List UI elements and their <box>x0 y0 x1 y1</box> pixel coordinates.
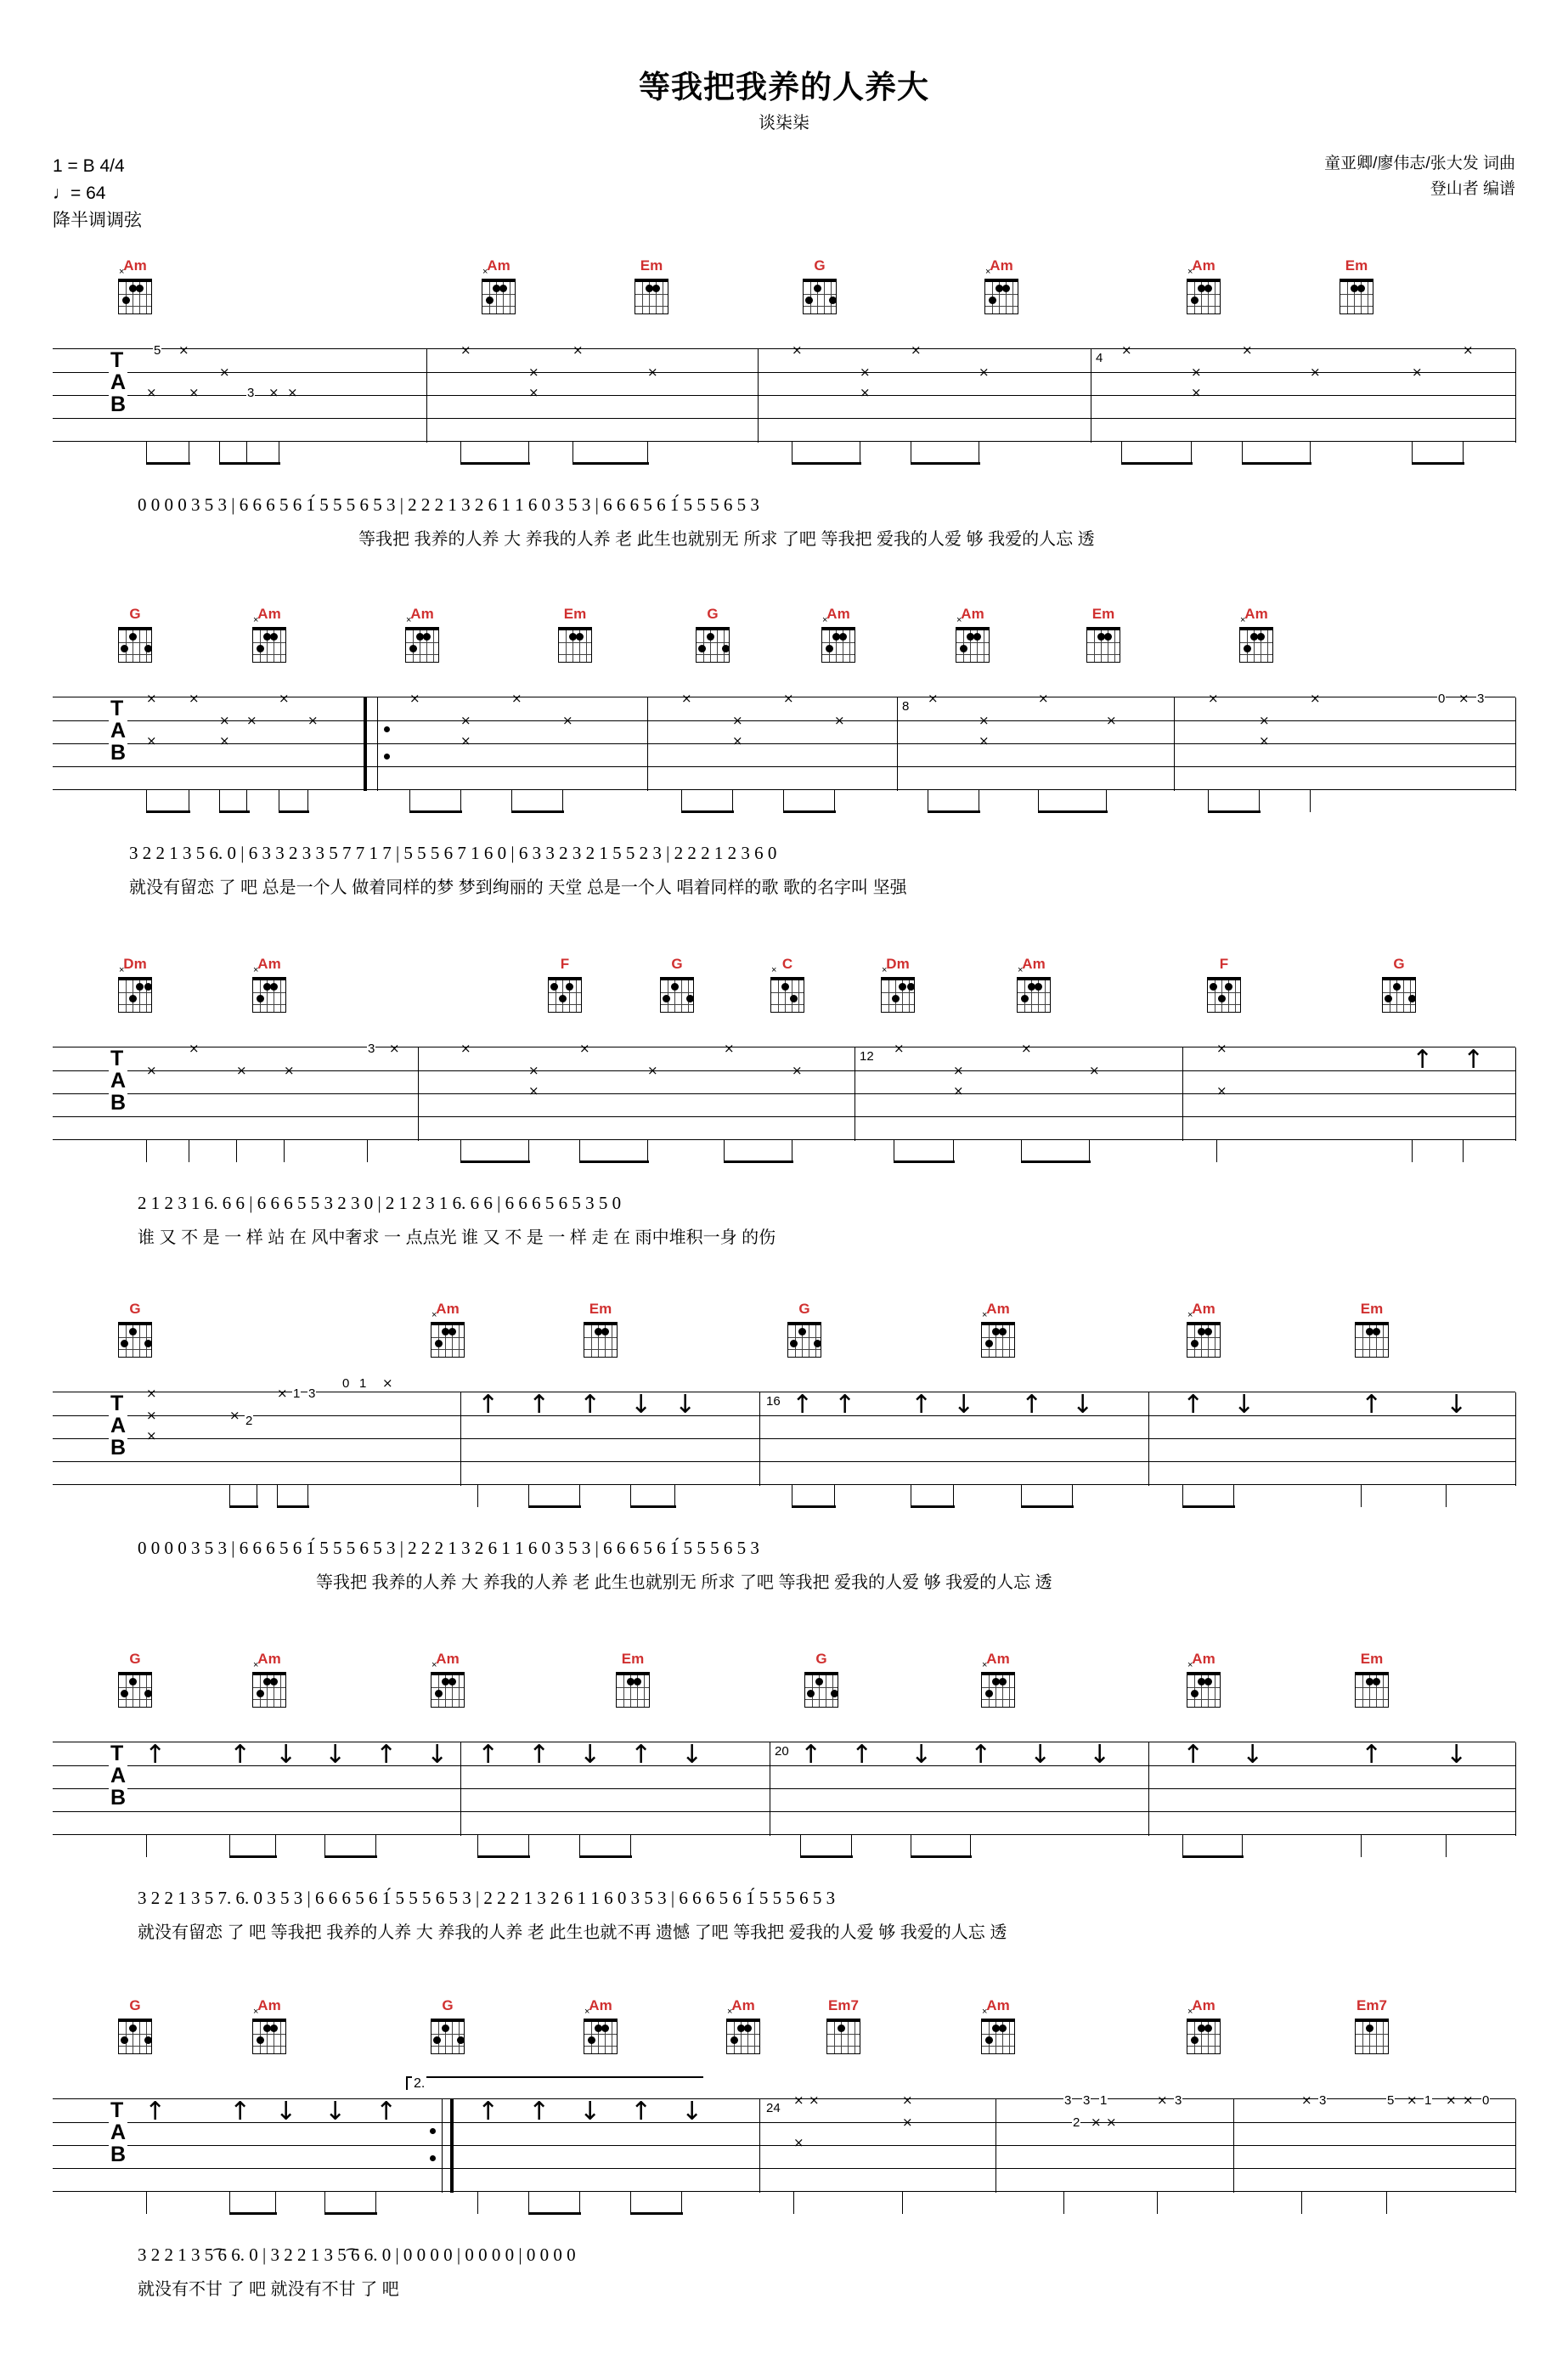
strum-up-arrow: ↑ <box>1182 1390 1204 1420</box>
mute-x: × <box>382 1375 393 1391</box>
strum-up-arrow: ↑ <box>528 1390 550 1420</box>
strum-up-arrow: ↑ <box>528 2097 550 2126</box>
mute-x: × <box>1412 364 1423 380</box>
tab-clef: T A B <box>110 2098 127 2166</box>
rhythm-stems <box>53 1485 1515 1524</box>
notation-text: 0 0 0 0 3 5 3 | 6 6 6 5 6 1́ 5 5 5 6 5 3 | 2 2 2 1 3 2 6 1 1 6 0 3 5 3 | 6 6 6 5 6 1́ 5 5 5 6 5 3 <box>138 494 759 515</box>
mute-x: × <box>1310 691 1321 706</box>
fret-number: 3 <box>308 1386 316 1401</box>
mute-x: × <box>146 691 157 706</box>
mute-x: × <box>793 2135 804 2150</box>
rhythm-stems <box>53 442 1515 481</box>
chord-name: Em7 <box>1356 1997 1387 2013</box>
fret-number: 1 <box>293 1386 301 1401</box>
tab-staff <box>53 691 1515 790</box>
mute-x: × <box>1216 1083 1227 1098</box>
strum-down-arrow: ↓ <box>579 2097 601 2126</box>
mute-x: × <box>528 385 539 400</box>
mute-x: × <box>902 2115 913 2130</box>
strum-up-arrow: ↑ <box>477 1740 499 1770</box>
artist-name: 谈柒柒 <box>759 114 809 133</box>
notation-text: 3 2 2 1 3 5͡ 6 6. 0 | 3 2 2 1 3 5͡ 6 6. 0 | 0 0 0 0 | 0 0 0 0 | 0 0 0 0 <box>138 2245 576 2265</box>
strum-up-arrow: ↑ <box>477 1390 499 1420</box>
chord-name: Em <box>589 1301 612 1317</box>
chord-name: G <box>671 956 683 972</box>
lyric-text: 就没有留恋 了 吧 等我把 我养的人养 大 养我的人养 老 此生也就不再 遗憾 了吧 等我把 爱我的人爱 够 我爱的人忘 透 <box>138 1923 1007 1942</box>
mute-x: × <box>1191 385 1202 400</box>
mute-x: × <box>528 364 539 380</box>
strum-up-arrow: ↑ <box>792 1390 814 1420</box>
lyric-row <box>53 873 1515 897</box>
mute-x: × <box>681 691 692 706</box>
credit-arranger: 登山者 编谱 <box>1430 180 1515 198</box>
mute-x: × <box>732 733 743 748</box>
fret-number: 3 <box>1319 2093 1327 2108</box>
rhythm-stems <box>53 790 1515 829</box>
tuning-note: 降半调调弦 <box>53 211 142 230</box>
chord-name: G <box>129 1301 141 1317</box>
mute-x: × <box>1446 2092 1457 2108</box>
mute-x: × <box>809 2092 820 2108</box>
mute-x: × <box>236 1063 247 1078</box>
mute-x: × <box>1191 364 1202 380</box>
chord-name: Am <box>1022 956 1046 972</box>
fret-number: 3 <box>1064 2093 1072 2108</box>
measure-number: 20 <box>775 1744 789 1759</box>
strum-up-arrow: ↑ <box>834 1390 856 1420</box>
lyric-row <box>53 2275 1515 2299</box>
fret-number: 2 <box>245 1414 253 1428</box>
mute-x: × <box>572 342 584 358</box>
chord-name: G <box>442 1997 454 2013</box>
strum-down-arrow: ↓ <box>1233 1390 1255 1420</box>
number-notation-row <box>53 1888 1515 1913</box>
strum-down-arrow: ↓ <box>324 1740 347 1770</box>
mute-x: × <box>460 713 471 728</box>
mute-x: × <box>979 713 990 728</box>
measure-number: 8 <box>902 699 910 714</box>
chord-name: Am <box>257 1997 281 2013</box>
mute-x: × <box>894 1041 905 1056</box>
chord-name: G <box>798 1301 810 1317</box>
lyric-text: 谁 又 不 是 一 样 站 在 风中奢求 一 点点光 谁 又 不 是 一 样 走 在 雨中堆积一身 的伤 <box>138 1228 776 1247</box>
mute-x: × <box>1038 691 1049 706</box>
mute-x: × <box>834 713 845 728</box>
strum-up-arrow: ↑ <box>229 1740 251 1770</box>
mute-x: × <box>793 2092 804 2108</box>
mute-x: × <box>647 364 658 380</box>
mute-x: × <box>783 691 794 706</box>
mute-x: × <box>1021 1041 1032 1056</box>
mute-x: × <box>953 1083 964 1098</box>
lyric-text: 就没有留恋 了 吧 总是一个人 做着同样的梦 梦到绚丽的 天堂 总是一个人 唱着同样的歌 歌的名字叫 坚强 <box>129 878 907 897</box>
number-notation-row <box>53 2245 1515 2270</box>
mute-x: × <box>219 364 230 380</box>
chord-name: Am <box>961 606 984 622</box>
mute-x: × <box>307 713 319 728</box>
mute-x: × <box>528 1083 539 1098</box>
mute-x: × <box>732 713 743 728</box>
tab-clef: T A B <box>110 1742 127 1810</box>
chord-name: Am <box>487 257 510 274</box>
mute-x: × <box>911 342 922 358</box>
chord-name: Em <box>1360 1651 1384 1667</box>
tab-staff <box>53 342 1515 442</box>
lyric-row <box>53 1918 1515 1942</box>
mute-x: × <box>1259 733 1270 748</box>
mute-x: × <box>146 1408 157 1423</box>
notation-text: 3 2 2 1 3 5 7. 6. 0 3 5 3 | 6 6 6 5 6 1́ 5 5 5 6 5 3 | 2 2 2 1 3 2 6 1 1 6 0 3 5 3 | 6 6 6 5 6 1́ 5 5 5 6 5 3 <box>138 1888 836 1908</box>
chord-name: Am <box>986 1651 1010 1667</box>
strum-down-arrow: ↓ <box>275 2097 297 2126</box>
sheet-music-page: 等我把我养的人养大 谈柒柒 1 = B 4/4 ♩= 64 降半调调弦 童亚卿/廖伟志/张大发 词曲 登山者 编谱 Am × Am × Em G Am × Am × Em T A B 4 5 × × 3 × × × × × × × × × × × × × × × × × × × × × 0 0 0 0 3 5 3 | 6 6 6 5 6 1́ 5 5 5 6 5 3 | 2 2 2 1 3 2 6 1 1 6 0 3 5 3 | 6 6 6 5 6 1́ 5 5 5 6 5 3 等我把 我养的人养 大 养我的人养 老 此生也就别无 所求 了吧 等我把 爱我的人爱 够 我爱的人忘 透 G Am × Am × Em G Am × Am × Em Am × T A B 8 × × × × × × × × × × × × × × × × × × × × × × × × × × 0 × 3 × 3 2 2 1 3 5 6. 0 | 6 3 3 2 3 3 5 7 7 1 7 | 5 5 5 6 7 1 6 0 | 6 3 3 2 3 2 1 5 5 2 3 | 2 2 2 1 2 3 6 0 就没有留恋 了 吧 总是一个人 做着同样的梦 梦到绚丽的 天堂 总是一个人 唱着同样的歌 歌的名字叫 坚强 Dm × Am × F G C × Dm × Am × F G T A B 12 × × × × 3 × × × × × × × × × × × × × × × ↑ ↑ 2 1 2 3 1 6. 6 6 | 6 6 6 5 5 3 2 3 0 | 2 1 2 3 1 6. 6 6 | 6 6 6 5 6 5 3 5 0 谁 又 不 是 一 样 站 在 风中奢求 一 点点光 谁 又 不 是 一 样 走 在 雨中堆积一身 的伤 G Am × Em G Am × Am × Em T A B 16 × × × × 2 × 1 3 0 1 × ↑ ↑ ↑ ↓ ↓ ↑ ↑ ↑ ↓ ↑ ↓ ↑ ↓ ↑ ↓ 0 0 0 0 3 5 3 | 6 6 6 5 6 1́ 5 5 5 6 5 3 | 2 2 2 1 3 2 6 1 1 6 0 3 5 3 | 6 6 6 5 6 1́ 5 5 5 6 5 3 等我把 我养的人养 大 养我的人养 老 此生也就别无 所求 了吧 等我把 爱我的人爱 够 我爱的人忘 透 G Am × Am × Em G Am × Am × Em T A B 20 ↑ ↑ ↓ ↓ ↑ ↓ ↑ ↑ ↓ ↑ ↓ ↑ ↑ ↓ ↑ ↓ ↓ ↑ ↓ ↑ ↓ 3 2 2 1 3 5 7. 6. 0 3 5 3 | 6 6 6 5 6 1́ 5 5 5 6 5 3 | 2 2 2 1 3 2 6 1 1 6 0 3 5 3 | 6 6 6 5 6 1́ 5 5 5 6 5 3 就没有留恋 了 吧 等我把 我养的人养 大 养我的人养 老 此生也就不再 遗憾 了吧 等我把 爱我的人爱 够 我爱的人忘 透 G Am × G Am × Am × Em7 Am × Am × Em7 2. T A B 24 ↑ ↑ ↓ ↓ ↑ ↑ ↑ ↓ ↑ ↓ × × × × × 3 3 1 2 × × × 3 × 3 5 × 1 × × 0 3 2 2 1 3 5͡ 6 6. 0 | 3 2 2 1 3 5͡ 6 6. 0 | 0 0 0 0 | 0 0 0 0 | 0 0 0 0 就没有不甘 了 吧 就没有不甘 了 吧 <box>0 0 1568 2366</box>
mute-x: × <box>146 1386 157 1401</box>
chord-name: Am <box>257 606 281 622</box>
mute-x: × <box>460 733 471 748</box>
fret-number: 3 <box>1083 2093 1091 2108</box>
mute-x: × <box>284 1063 295 1078</box>
strum-up-arrow: ↑ <box>630 2097 652 2126</box>
strum-down-arrow: ↓ <box>579 1740 601 1770</box>
strum-down-arrow: ↓ <box>911 1740 933 1770</box>
chord-name: F <box>560 956 570 972</box>
number-notation-row <box>53 843 1515 868</box>
measure-number: 12 <box>860 1049 874 1064</box>
chord-name: Am <box>986 1997 1010 2013</box>
lyric-text: 就没有不甘 了 吧 就没有不甘 了 吧 <box>138 2280 399 2299</box>
mute-x: × <box>1208 691 1219 706</box>
strum-up-arrow: ↑ <box>1182 1740 1204 1770</box>
mute-x: × <box>953 1063 964 1078</box>
measure-number: 16 <box>766 1394 781 1409</box>
mute-x: × <box>1089 1063 1100 1078</box>
measure-number: 4 <box>1096 351 1103 365</box>
strum-up-arrow: ↑ <box>911 1390 933 1420</box>
strum-up-arrow: ↑ <box>144 1740 166 1770</box>
chord-name: Em7 <box>828 1997 859 2013</box>
mute-x: × <box>928 691 939 706</box>
strum-up-arrow: ↑ <box>375 2097 398 2126</box>
mute-x: × <box>219 713 230 728</box>
lyric-row <box>53 1568 1515 1592</box>
mute-x: × <box>219 733 230 748</box>
strum-down-arrow: ↓ <box>1029 1740 1052 1770</box>
chord-name: C <box>781 956 793 972</box>
fret-number: 1 <box>359 1376 367 1391</box>
fret-number: 0 <box>1482 2093 1490 2108</box>
chord-name: Am <box>436 1301 460 1317</box>
mute-x: × <box>178 342 189 358</box>
score-meta-right <box>1324 151 1515 202</box>
mute-x: × <box>1091 2115 1102 2130</box>
rhythm-stems <box>53 1835 1515 1874</box>
strum-down-arrow: ↓ <box>1072 1390 1094 1420</box>
score-meta-left <box>53 153 142 234</box>
chord-name: Am <box>257 1651 281 1667</box>
strum-up-arrow: ↑ <box>1361 1740 1383 1770</box>
chord-name: Am <box>731 1997 755 2013</box>
lyric-row <box>53 525 1515 549</box>
mute-x: × <box>979 364 990 380</box>
strum-up-arrow: ↑ <box>800 1740 822 1770</box>
mute-x: × <box>146 1063 157 1078</box>
strum-down-arrow: ↓ <box>324 2097 347 2126</box>
chord-name: G <box>815 1651 827 1667</box>
fret-number: 1 <box>1100 2093 1108 2108</box>
mute-x: × <box>511 691 522 706</box>
chord-name: G <box>129 1997 141 2013</box>
mute-x: × <box>579 1041 590 1056</box>
strum-up-arrow: ↑ <box>144 2097 166 2126</box>
mute-x: × <box>229 1408 240 1423</box>
notation-text: 0 0 0 0 3 5 3 | 6 6 6 5 6 1́ 5 5 5 6 5 3 | 2 2 2 1 3 2 6 1 1 6 0 3 5 3 | 6 6 6 5 6 1́ 5 5 5 6 5 3 <box>138 1538 759 1558</box>
mute-x: × <box>268 385 279 400</box>
number-notation-row <box>53 494 1515 520</box>
chord-name: Am <box>1192 1301 1215 1317</box>
mute-x: × <box>1259 713 1270 728</box>
chord-name: G <box>129 1651 141 1667</box>
strum-down-arrow: ↓ <box>1089 1740 1111 1770</box>
strum-down-arrow: ↓ <box>1242 1740 1264 1770</box>
mute-x: × <box>1242 342 1253 358</box>
mute-x: × <box>189 385 200 400</box>
chord-name: Em <box>563 606 587 622</box>
strum-down-arrow: ↓ <box>1446 1740 1468 1770</box>
tab-staff <box>53 1742 1515 1835</box>
fret-number: 1 <box>1424 2093 1432 2108</box>
chord-name: Em <box>1091 606 1115 622</box>
strum-up-arrow: ↑ <box>1463 1045 1485 1075</box>
chord-name: Am <box>410 606 434 622</box>
ending-label: 2. <box>414 2076 426 2091</box>
mute-x: × <box>1310 364 1321 380</box>
page-title: 等我把我养的人养大 <box>639 70 929 104</box>
mute-x: × <box>902 2092 913 2108</box>
chord-name: G <box>1393 956 1405 972</box>
strum-up-arrow: ↑ <box>970 1740 992 1770</box>
chord-name: Am <box>1192 1651 1215 1667</box>
number-notation-row <box>53 1538 1515 1563</box>
chord-name: G <box>707 606 719 622</box>
chord-name: Am <box>1192 1997 1215 2013</box>
chord-name: Am <box>123 257 147 274</box>
fret-number: 3 <box>1477 692 1485 706</box>
mute-x: × <box>246 713 257 728</box>
mute-x: × <box>1463 2092 1474 2108</box>
mute-x: × <box>1106 713 1117 728</box>
mute-x: × <box>724 1041 735 1056</box>
mute-x: × <box>860 364 871 380</box>
mute-x: × <box>460 1041 471 1056</box>
mute-x: × <box>562 713 573 728</box>
chord-name: Am <box>436 1651 460 1667</box>
mute-x: × <box>647 1063 658 1078</box>
key-signature: 1 = B 4/4 <box>53 156 125 176</box>
chord-name: Am <box>986 1301 1010 1317</box>
strum-up-arrow: ↑ <box>579 1390 601 1420</box>
fret-number: 5 <box>1387 2093 1395 2108</box>
notation-text: 2 1 2 3 1 6. 6 6 | 6 6 6 5 5 3 2 3 0 | 2 1 2 3 1 6. 6 6 | 6 6 6 5 6 5 3 5 0 <box>138 1193 622 1213</box>
fret-number: 2 <box>1073 2115 1080 2130</box>
lyric-row <box>53 1223 1515 1247</box>
lyric-text: 等我把 我养的人养 大 养我的人养 老 此生也就别无 所求 了吧 等我把 爱我的人爱 够 我爱的人忘 透 <box>358 530 1095 549</box>
fret-number: 3 <box>1175 2093 1182 2108</box>
tab-clef: T A B <box>110 348 127 416</box>
mute-x: × <box>146 1428 157 1443</box>
rhythm-stems <box>53 2192 1515 2231</box>
mute-x: × <box>189 1041 200 1056</box>
strum-up-arrow: ↑ <box>375 1740 398 1770</box>
strum-down-arrow: ↓ <box>681 2097 703 2126</box>
tab-staff <box>53 1375 1515 1485</box>
chord-name: Em <box>640 257 663 274</box>
mute-x: × <box>146 385 157 400</box>
mute-x: × <box>792 342 803 358</box>
mute-x: × <box>1301 2092 1312 2108</box>
strum-up-arrow: ↑ <box>851 1740 873 1770</box>
tempo-marking: ♩= 64 <box>53 184 106 203</box>
mute-x: × <box>146 733 157 748</box>
chord-name: Am <box>1244 606 1268 622</box>
mute-x: × <box>1157 2092 1168 2108</box>
fret-number: 0 <box>1438 692 1446 706</box>
measure-number: 24 <box>766 2101 781 2115</box>
mute-x: × <box>1463 342 1474 358</box>
mute-x: × <box>1121 342 1132 358</box>
tab-staff <box>53 1041 1515 1140</box>
mute-x: × <box>460 342 471 358</box>
strum-down-arrow: ↓ <box>630 1390 652 1420</box>
mute-x: × <box>277 1386 288 1401</box>
notation-text: 3 2 2 1 3 5 6. 0 | 6 3 3 2 3 3 5 7 7 1 7 | 5 5 5 6 7 1 6 0 | 6 3 3 2 3 2 1 5 5 2 3 | 2 2 2 1 2 3 6 0 <box>129 843 777 863</box>
mute-x: × <box>1458 691 1469 706</box>
lyric-text: 等我把 我养的人养 大 养我的人养 老 此生也就别无 所求 了吧 等我把 爱我的人爱 够 我爱的人忘 透 <box>316 1573 1052 1592</box>
mute-x: × <box>1106 2115 1117 2130</box>
tab-clef: T A B <box>110 1392 127 1460</box>
fret-number: 3 <box>247 386 255 400</box>
tab-clef: T A B <box>110 1047 127 1115</box>
strum-up-arrow: ↑ <box>1412 1045 1434 1075</box>
chord-name: F <box>1219 956 1229 972</box>
mute-x: × <box>409 691 420 706</box>
mute-x: × <box>389 1041 400 1056</box>
repeat-start <box>384 723 392 765</box>
tab-staff <box>53 2092 1515 2192</box>
mute-x: × <box>1407 2092 1418 2108</box>
chord-name: Am <box>1192 257 1215 274</box>
strum-up-arrow: ↑ <box>1021 1390 1043 1420</box>
strum-down-arrow: ↓ <box>1446 1390 1468 1420</box>
chord-name: Dm <box>123 956 147 972</box>
fret-number: 3 <box>368 1042 375 1056</box>
chord-name: Em <box>1345 257 1368 274</box>
repeat-ending-bracket <box>406 2076 703 2090</box>
rhythm-stems <box>53 1140 1515 1179</box>
chord-name: Dm <box>886 956 910 972</box>
fret-number: 5 <box>154 343 161 358</box>
credit-writers: 童亚卿/廖伟志/张大发 词曲 <box>1324 155 1515 172</box>
chord-name: Em <box>621 1651 645 1667</box>
strum-down-arrow: ↓ <box>426 1740 448 1770</box>
strum-up-arrow: ↑ <box>1361 1390 1383 1420</box>
strum-up-arrow: ↑ <box>630 1740 652 1770</box>
strum-up-arrow: ↑ <box>229 2097 251 2126</box>
chord-name: G <box>814 257 826 274</box>
strum-up-arrow: ↑ <box>477 2097 499 2126</box>
tab-clef: T A B <box>110 697 127 765</box>
chord-name: Em <box>1360 1301 1384 1317</box>
strum-down-arrow: ↓ <box>681 1740 703 1770</box>
mute-x: × <box>860 385 871 400</box>
chord-name: Am <box>990 257 1013 274</box>
chord-name: Am <box>826 606 850 622</box>
repeat-end <box>430 2125 438 2167</box>
chord-name: Am <box>257 956 281 972</box>
strum-down-arrow: ↓ <box>674 1390 697 1420</box>
mute-x: × <box>1216 1041 1227 1056</box>
mute-x: × <box>189 691 200 706</box>
mute-x: × <box>287 385 298 400</box>
mute-x: × <box>792 1063 803 1078</box>
chord-name: Am <box>589 1997 612 2013</box>
number-notation-row <box>53 1193 1515 1218</box>
strum-up-arrow: ↑ <box>528 1740 550 1770</box>
mute-x: × <box>979 733 990 748</box>
fret-number: 0 <box>342 1376 350 1391</box>
chord-name: G <box>129 606 141 622</box>
mute-x: × <box>528 1063 539 1078</box>
mute-x: × <box>279 691 290 706</box>
strum-down-arrow: ↓ <box>275 1740 297 1770</box>
strum-down-arrow: ↓ <box>953 1390 975 1420</box>
